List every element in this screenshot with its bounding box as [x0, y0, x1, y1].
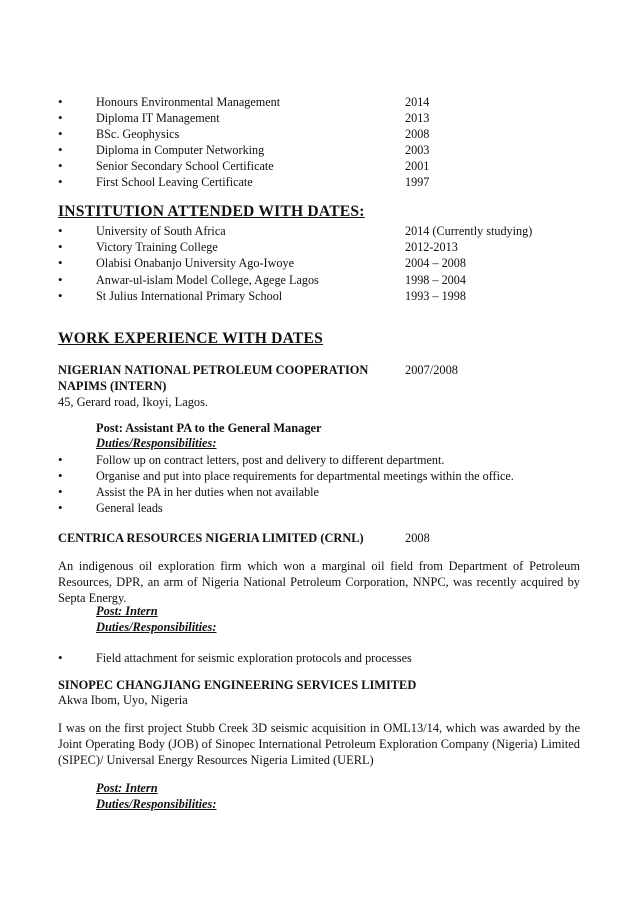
bullet-icon: • [58, 288, 63, 303]
sinopec-description: I was on the first project Stubb Creek 3D seismic acquisition in OML13/14, which was awarded by the Joint Operating Body (JOB) of Sinopec International Petroleum Exploration Company (Nigeria) Limited (SIPEC)/ Universal Energy Resources Nigeria Limited (UERL) [58, 721, 580, 767]
centrica-description: An indigenous oil exploration firm which won a marginal oil field from Department of Petroleum Resources, DPR, an arm of Nigeria National Petroleum Corporation, NNPC, was recently acquired by Septa Energy. [58, 559, 580, 605]
bullet-icon: • [58, 500, 63, 515]
duty-text: Organise and put into place requirements for departmental meetings within the office. [96, 469, 514, 483]
bullet-icon: • [58, 484, 63, 499]
sinopec-company: SINOPEC CHANGJIANG ENGINEERING SERVICES LIMITED [58, 678, 417, 692]
bullet-icon: • [58, 110, 63, 125]
institutions-heading: INSTITUTION ATTENDED WITH DATES: [58, 203, 365, 220]
institution-dates: 2014 (Currently studying) [405, 224, 533, 238]
nnpc-company-line1: NIGERIAN NATIONAL PETROLEUM COOPERATION [58, 363, 369, 377]
sinopec-duties-label: Duties/Responsibilities: [96, 797, 217, 811]
bullet-icon: • [58, 94, 63, 109]
sinopec-post: Post: Intern [96, 781, 158, 795]
duty-text: Field attachment for seismic exploration protocols and processes [96, 651, 412, 665]
institution-dates: 2012-2013 [405, 240, 458, 254]
institution-name: Olabisi Onabanjo University Ago-Iwoye [96, 256, 295, 270]
qualification-title: Diploma IT Management [96, 111, 220, 125]
sinopec-location: Akwa Ibom, Uyo, Nigeria [58, 693, 188, 707]
nnpc-dates: 2007/2008 [405, 363, 459, 377]
centrica-duties-label: Duties/Responsibilities: [96, 620, 217, 634]
qualification-year: 2003 [405, 143, 430, 157]
duty-text: Assist the PA in her duties when not available [96, 485, 319, 499]
duty-text: General leads [96, 501, 163, 515]
bullet-icon: • [58, 223, 63, 238]
bullet-icon: • [58, 650, 63, 665]
qualification-year: 2001 [405, 159, 430, 173]
institution-name: Victory Training College [96, 240, 218, 254]
centrica-post: Post: Intern [96, 604, 158, 618]
nnpc-post: Post: Assistant PA to the General Manager [96, 421, 322, 435]
bullet-icon: • [58, 452, 63, 467]
institution-dates: 1993 – 1998 [405, 289, 466, 303]
bullet-icon: • [58, 126, 63, 141]
bullet-icon: • [58, 142, 63, 157]
qualification-title: First School Leaving Certificate [96, 175, 253, 189]
centrica-dates: 2008 [405, 531, 430, 545]
qualification-year: 2013 [405, 111, 430, 125]
qualification-title: Honours Environmental Management [96, 95, 281, 109]
qualification-title: Diploma in Computer Networking [96, 143, 265, 157]
centrica-company: CENTRICA RESOURCES NIGERIA LIMITED (CRNL) [58, 531, 364, 545]
qualification-year: 2008 [405, 127, 430, 141]
institution-dates: 2004 – 2008 [405, 256, 466, 270]
duty-text: Follow up on contract letters, post and delivery to different department. [96, 453, 445, 467]
qualification-year: 1997 [405, 175, 430, 189]
qualification-title: Senior Secondary School Certificate [96, 159, 274, 173]
nnpc-address: 45, Gerard road, Ikoyi, Lagos. [58, 395, 209, 409]
bullet-icon: • [58, 158, 63, 173]
nnpc-company-line2: NAPIMS (INTERN) [58, 379, 167, 393]
bullet-icon: • [58, 239, 63, 254]
institution-name: St Julius International Primary School [96, 289, 283, 303]
qualification-title: BSc. Geophysics [96, 127, 180, 141]
institution-name: Anwar-ul-islam Model College, Agege Lagos [96, 273, 319, 287]
qualification-year: 2014 [405, 95, 430, 109]
bullet-icon: • [58, 272, 63, 287]
bullet-icon: • [58, 468, 63, 483]
work-heading: WORK EXPERIENCE WITH DATES [58, 330, 324, 347]
nnpc-duties-label: Duties/Responsibilities: [96, 436, 217, 450]
institution-dates: 1998 – 2004 [405, 273, 466, 287]
bullet-icon: • [58, 255, 63, 270]
bullet-icon: • [58, 174, 63, 189]
institution-name: University of South Africa [96, 224, 226, 238]
